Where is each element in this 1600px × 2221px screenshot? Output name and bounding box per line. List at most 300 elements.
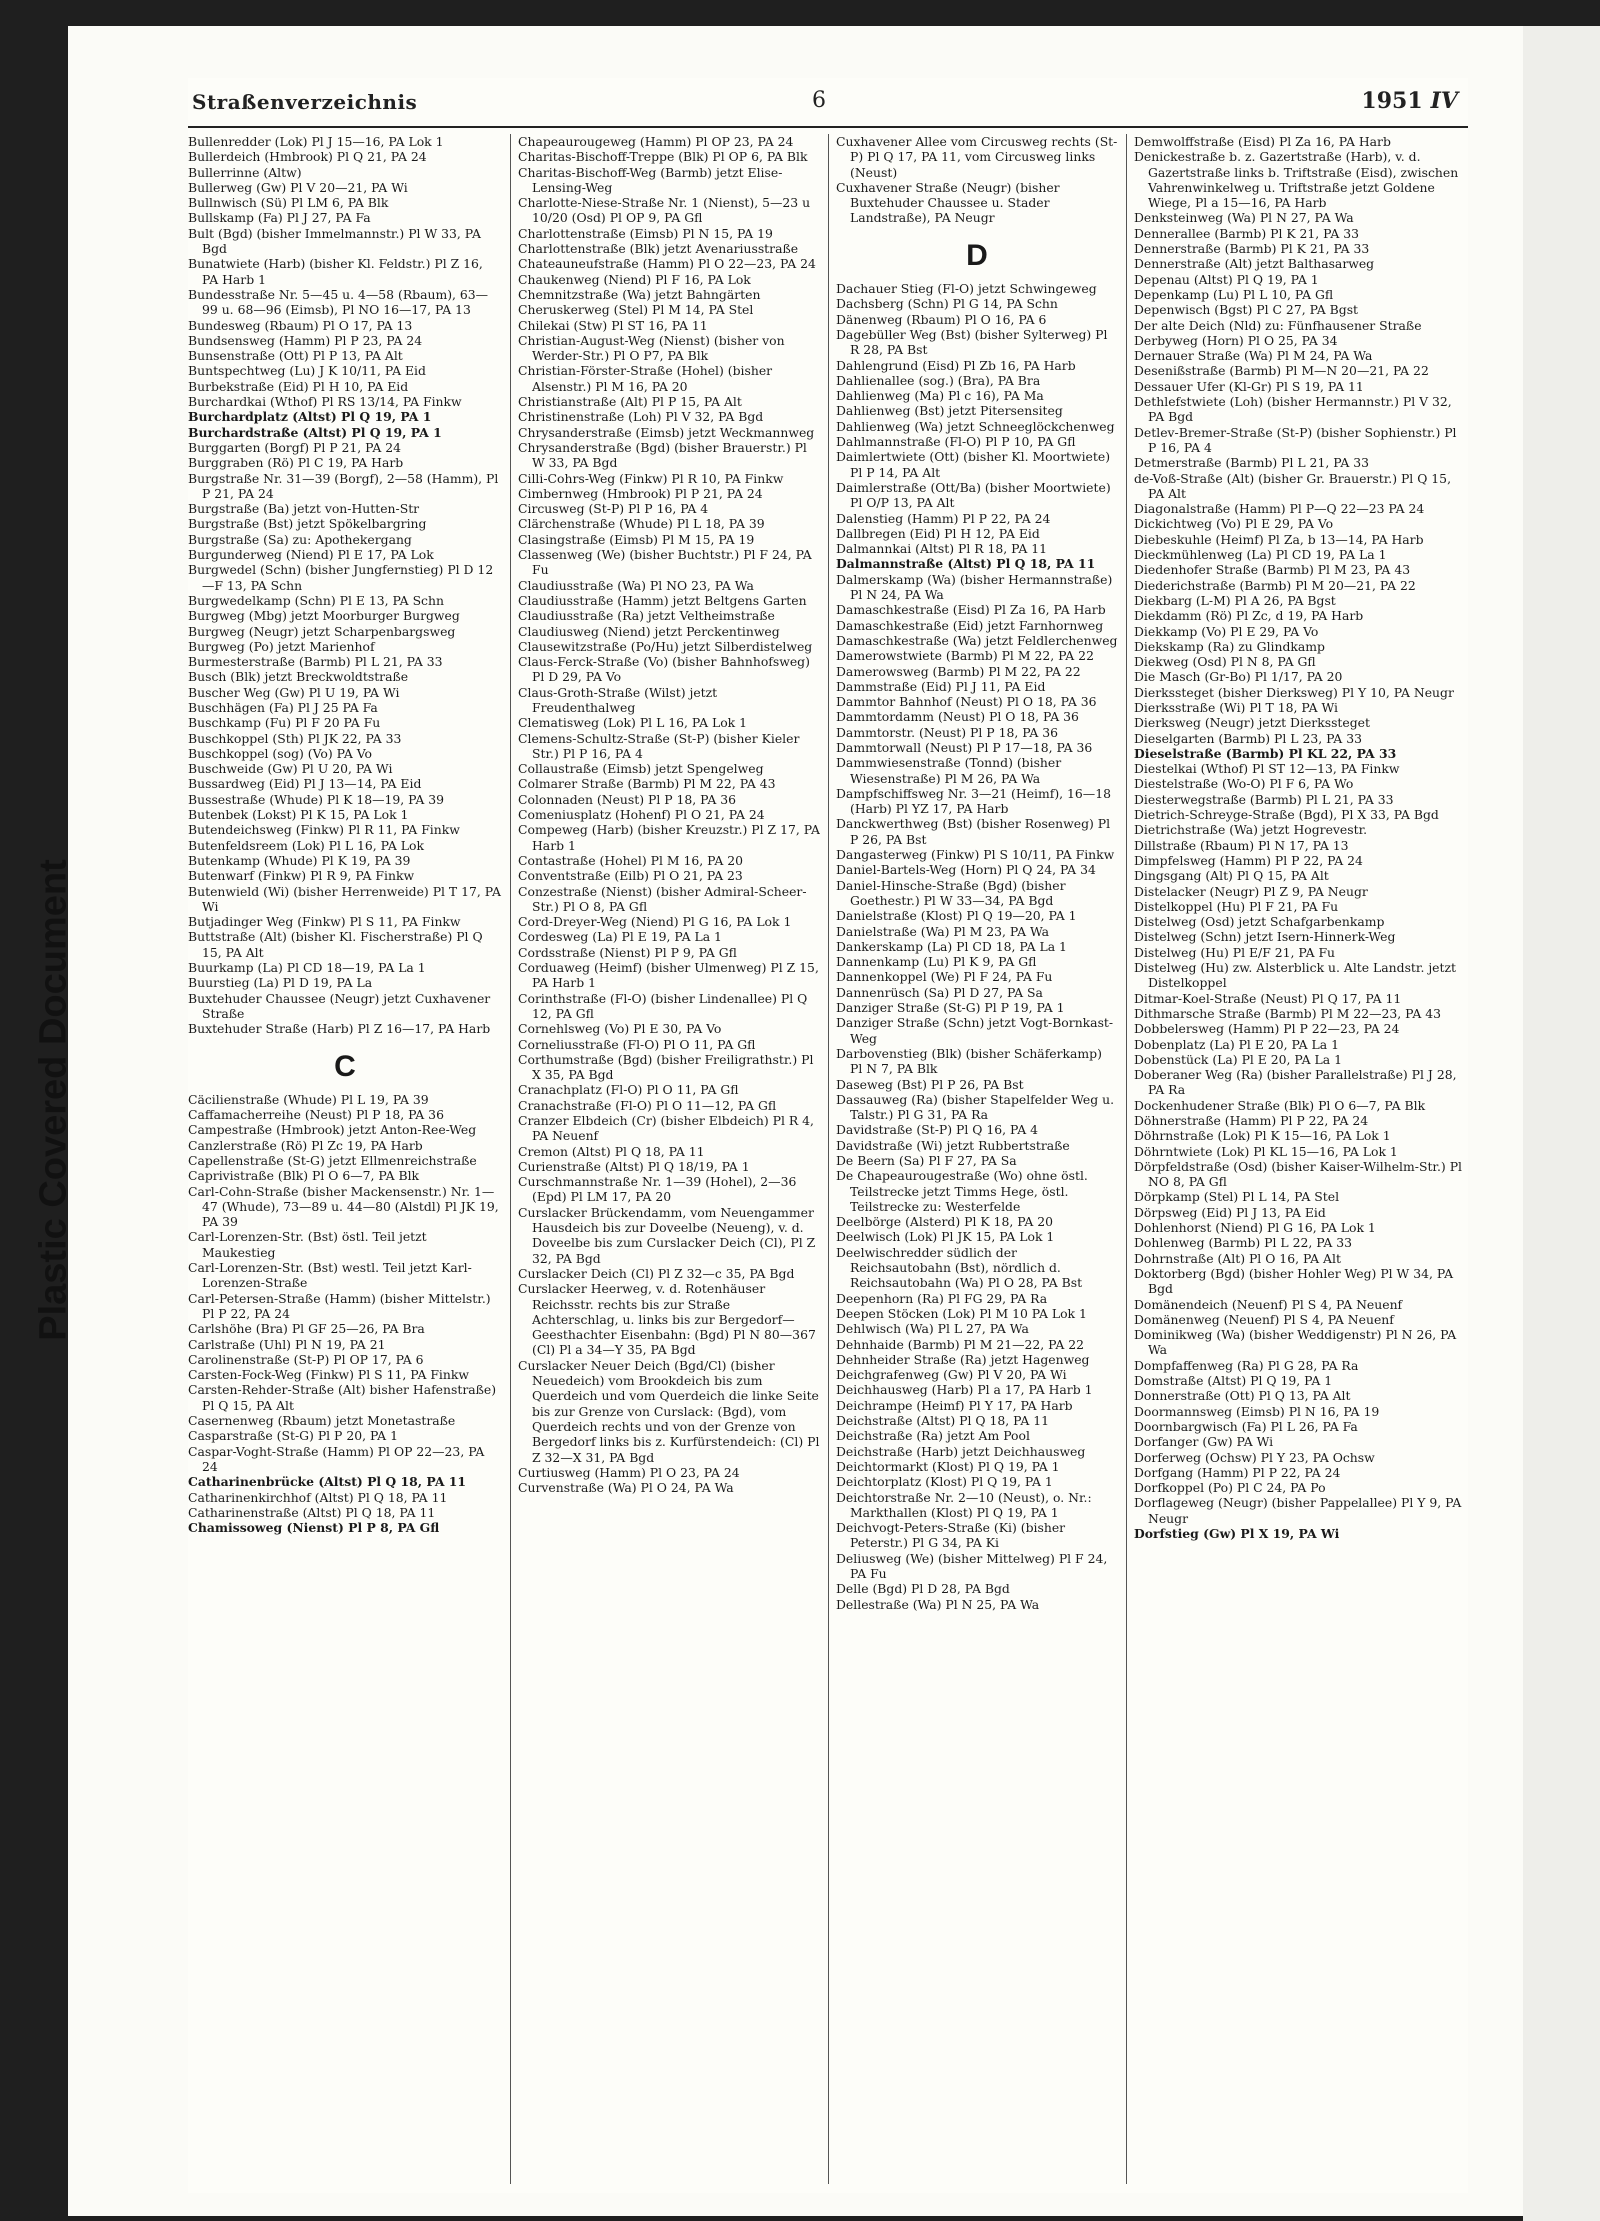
street-entry: Burgstraße Nr. 31—39 (Borgf), 2—58 (Hamm), Pl P 21, PA 24 — [188, 470, 499, 501]
street-entry: Cord-Dreyer-Weg (Niend) Pl G 16, PA Lok 1 — [518, 914, 792, 930]
street-entry: Bussardweg (Eid) Pl J 13—14, PA Eid — [188, 776, 422, 792]
street-entry: Dellestraße (Wa) Pl N 25, PA Wa — [836, 1596, 1040, 1612]
street-entry: Butenfeldsreem (Lok) Pl L 16, PA Lok — [188, 837, 424, 853]
street-entry: Casparstraße (St-G) Pl P 20, PA 1 — [188, 1428, 398, 1444]
street-entry: Cremon (Altst) Pl Q 18, PA 11 — [518, 1143, 705, 1159]
street-entry: Dingsgang (Alt) Pl Q 15, PA Alt — [1134, 868, 1329, 884]
street-entry: Dammtordamm (Neust) Pl O 18, PA 36 — [836, 709, 1079, 725]
street-entry: Distelweg (Hu) Pl E/F 21, PA Fu — [1134, 944, 1336, 960]
street-entry: Carl-Lorenzen-Str. (Bst) westl. Teil jetzt Karl-Lorenzen-Straße — [188, 1260, 472, 1291]
street-entry: Darbovenstieg (Blk) (bisher Schäferkamp) Pl N 7, PA Blk — [836, 1045, 1102, 1077]
street-entry: Ditmar-Koel-Straße (Neust) Pl Q 17, PA 11 — [1134, 990, 1402, 1006]
street-entry: Cranachplatz (Fl-O) Pl O 11, PA Gfl — [518, 1082, 739, 1098]
street-entry: Buschkamp (Fu) Pl F 20 PA Fu — [188, 715, 381, 731]
street-entry: Dehnheider Straße (Ra) jetzt Hagenweg — [836, 1351, 1090, 1367]
street-entry: Busch (Blk) jetzt Breckwoldtstraße — [188, 669, 409, 685]
street-entry: Butendeichsweg (Finkw) Pl R 11, PA Finkw — [188, 822, 460, 838]
street-entry: Butenwarf (Finkw) Pl R 9, PA Finkw — [188, 868, 415, 884]
street-entry: Diekskamp (Ra) zu Glindkamp — [1134, 638, 1325, 654]
street-entry: Diekweg (Osd) Pl N 8, PA Gfl — [1134, 654, 1316, 670]
street-entry: Campestraße (Hmbrook) jetzt Anton-Ree-Weg — [188, 1122, 477, 1138]
street-entry: Chrysanderstraße (Bgd) (bisher Brauerstr.) Pl W 33, PA Bgd — [518, 439, 807, 471]
street-entry: Dehlwisch (Wa) Pl L 27, PA Wa — [836, 1321, 1029, 1337]
street-entry: Claudiusstraße (Hamm) jetzt Beltgens Garten — [518, 592, 807, 608]
street-entry: Chapeaurougeweg (Hamm) Pl OP 23, PA 24 — [518, 134, 794, 149]
street-entry: Caprivistraße (Blk) Pl O 6—7, PA Blk — [188, 1168, 420, 1184]
street-entry: Diekdamm (Rö) Pl Zc, d 19, PA Harb — [1134, 608, 1364, 624]
street-entry: Bundesstraße Nr. 5—45 u. 4—58 (Rbaum), 63—99 u. 68—96 (Eimsb), Pl NO 16—17, PA 13 — [188, 286, 489, 318]
street-entry: Diagonalstraße (Hamm) Pl P—Q 22—23 PA 24 — [1134, 501, 1425, 517]
street-entry: Bundesweg (Rbaum) Pl O 17, PA 13 — [188, 317, 413, 333]
street-entry: Claudiusweg (Niend) jetzt Perckentinweg — [518, 623, 780, 639]
street-entry: Carolinenstraße (St-P) Pl OP 17, PA 6 — [188, 1351, 424, 1367]
street-entry: Catharinenstraße (Altst) Pl Q 18, PA 11 — [188, 1504, 436, 1520]
street-entry: Domänenweg (Neuenf) Pl S 4, PA Neuenf — [1134, 1311, 1394, 1327]
street-entry: Corduaweg (Heimf) (bisher Ulmenweg) Pl Z 15, PA Harb 1 — [518, 960, 819, 991]
street-entry: Cuxhavener Straße (Neugr) (bisher Buxtehuder Chaussee u. Stader Landstraße), PA Neugr — [836, 179, 1060, 226]
street-entry: Deepen Stöcken (Lok) Pl M 10 PA Lok 1 — [836, 1305, 1087, 1321]
street-entry: Dagebüller Weg (Bst) (bisher Sylterweg) Pl R 28, PA Bst — [836, 326, 1108, 358]
street-entry: Chamissoweg (Nienst) Pl P 8, PA Gfl — [188, 1520, 440, 1536]
adjacent-page-edge — [1523, 26, 1600, 2221]
street-entry: Dachauer Stieg (Fl-O) jetzt Schwingeweg — [836, 281, 1097, 297]
street-entry: Bundsensweg (Hamm) Pl P 23, PA 24 — [188, 332, 423, 348]
street-entry: Buschkoppel (sog) (Vo) PA Vo — [188, 745, 373, 761]
street-entry: Diekkamp (Vo) Pl E 29, PA Vo — [1134, 623, 1319, 639]
street-entry: Daimlertwiete (Ott) (bisher Kl. Moortwiete) Pl P 14, PA Alt — [836, 449, 1111, 480]
street-entry: Caspar-Voght-Straße (Hamm) Pl OP 22—23, PA 24 — [188, 1443, 485, 1474]
street-entry: Donnerstraße (Ott) Pl Q 13, PA Alt — [1134, 1388, 1351, 1404]
street-entry: Corthumstraße (Bgd) (bisher Freiligrathstr.) Pl X 35, PA Bgd — [518, 1051, 814, 1083]
street-entry: Diestelkai (Wthof) Pl ST 12—13, PA Finkw — [1134, 761, 1400, 777]
street-entry: Chemnitzstraße (Wa) jetzt Bahngärten — [518, 286, 761, 302]
street-entry: Damaschkestraße (Eisd) Pl Za 16, PA Harb — [836, 602, 1106, 618]
street-entry: Charitas-Bischoff-Weg (Barmb) jetzt Elise-Lensing-Weg — [518, 164, 783, 195]
street-entry: Butenbek (Lokst) Pl K 15, PA Lok 1 — [188, 807, 409, 823]
street-entry: Clärchenstraße (Whude) Pl L 18, PA 39 — [518, 516, 765, 532]
street-entry: Deichtormarkt (Klost) Pl Q 19, PA 1 — [836, 1458, 1060, 1474]
street-entry: Dalenstieg (Hamm) Pl P 22, PA 24 — [836, 510, 1051, 526]
street-entry: Desenißstraße (Barmb) Pl M—N 20—21, PA 22 — [1134, 363, 1429, 379]
street-entry: Burgweg (Po) jetzt Marienhof — [188, 638, 375, 654]
street-entry: Claudiusstraße (Ra) jetzt Veltheimstraße — [518, 608, 775, 624]
street-entry: Christinenstraße (Loh) Pl V 32, PA Bgd — [518, 409, 764, 425]
street-entry: Chrysanderstraße (Eimsb) jetzt Weckmannweg — [518, 424, 815, 440]
street-entry: Dannenkamp (Lu) Pl K 9, PA Gfl — [836, 954, 1037, 970]
street-entry: Dampfschiffsweg Nr. 3—21 (Heimf), 16—18 (Harb) Pl YZ 17, PA Harb — [836, 785, 1111, 817]
street-entry: Christianstraße (Alt) Pl P 15, PA Alt — [518, 394, 742, 410]
street-entry: Dohlenweg (Barmb) Pl L 22, PA 33 — [1134, 1235, 1353, 1251]
street-entry: Compeweg (Harb) (bisher Kreuzstr.) Pl Z 17, PA Harb 1 — [518, 822, 820, 853]
street-entry: Detlev-Bremer-Straße (St-P) (bisher Sophienstr.) Pl P 16, PA 4 — [1134, 424, 1457, 455]
street-entry: Dammwiesenstraße (Tonnd) (bisher Wiesenstraße) Pl M 26, PA Wa — [836, 755, 1062, 786]
street-entry: Canzlerstraße (Rö) Pl Zc 19, PA Harb — [188, 1137, 423, 1153]
street-entry: Clausewitzstraße (Po/Hu) jetzt Silberdistelweg — [518, 638, 813, 654]
street-entry: Christian-Förster-Straße (Hohel) (bisher Alsenstr.) Pl M 16, PA 20 — [518, 363, 773, 394]
street-entry: Dockenhudener Straße (Blk) Pl O 6—7, PA Blk — [1134, 1097, 1426, 1113]
street-entry: Butenwield (Wi) (bisher Herrenweide) Pl T 17, PA Wi — [188, 883, 501, 914]
street-entry: Dahlienweg (Bst) jetzt Pitersensiteg — [836, 403, 1063, 419]
street-entry: Dörpfeldstraße (Osd) (bisher Kaiser-Wilhelm-Str.) Pl NO 8, PA Gfl — [1134, 1158, 1462, 1190]
street-entry: Circusweg (St-P) Pl P 16, PA 4 — [518, 501, 709, 517]
street-entry: Charitas-Bischoff-Treppe (Blk) Pl OP 6, PA Blk — [518, 149, 808, 165]
street-entry: Damerowsweg (Barmb) Pl M 22, PA 22 — [836, 663, 1081, 679]
street-entry: Burchardstraße (Altst) Pl Q 19, PA 1 — [188, 424, 442, 440]
street-entry: Burgstraße (Ba) jetzt von-Hutten-Str — [188, 501, 420, 517]
street-entry: Distelweg (Hu) zw. Alsterblick u. Alte Landstr. jetzt Distelkoppel — [1134, 960, 1457, 991]
street-entry: Catharinenbrücke (Altst) Pl Q 18, PA 11 — [188, 1474, 466, 1490]
street-entry: Buxtehuder Chaussee (Neugr) jetzt Cuxhavener Straße — [188, 990, 491, 1021]
street-entry: Domstraße (Altst) Pl Q 19, PA 1 — [1134, 1373, 1333, 1389]
street-entry: Dillstraße (Rbaum) Pl N 17, PA 13 — [1134, 837, 1349, 853]
street-entry: Dammstraße (Eid) Pl J 11, PA Eid — [836, 678, 1046, 694]
street-entry: Dernauer Straße (Wa) Pl M 24, PA Wa — [1134, 348, 1373, 364]
street-entry: Deelbörge (Alsterd) Pl K 18, PA 20 — [836, 1214, 1054, 1230]
street-entry: Carsten-Fock-Weg (Finkw) Pl S 11, PA Finkw — [188, 1367, 469, 1383]
street-entry: Chilekai (Stw) Pl ST 16, PA 11 — [518, 317, 708, 333]
street-entry: Deichtorplatz (Klost) Pl Q 19, PA 1 — [836, 1474, 1053, 1490]
street-entry: Daniel-Hinsche-Straße (Bgd) (bisher Goethestr.) Pl W 33—34, PA Bgd — [836, 877, 1066, 908]
street-entry: Christian-August-Weg (Nienst) (bisher von Werder-Str.) Pl O P7, PA Blk — [518, 332, 785, 364]
street-entry: Delle (Bgd) Pl D 28, PA Bgd — [836, 1581, 1010, 1597]
street-entry: Dorfanger (Gw) PA Wi — [1134, 1434, 1274, 1450]
street-entry: Corinthstraße (Fl-O) (bisher Lindenallee) Pl Q 12, PA Gfl — [518, 990, 808, 1021]
street-entry: Dennerstraße (Barmb) Pl K 21, PA 33 — [1134, 241, 1370, 257]
street-entry: Dammtorstr. (Neust) Pl P 18, PA 36 — [836, 724, 1059, 740]
street-entry: Cranachstraße (Fl-O) Pl O 11—12, PA Gfl — [518, 1097, 777, 1113]
street-entry: De Beern (Sa) Pl F 27, PA Sa — [836, 1153, 1017, 1168]
street-entry: Buntspechtweg (Lu) J K 10/11, PA Eid — [188, 363, 426, 379]
street-entry: Cordesweg (La) Pl E 19, PA La 1 — [518, 929, 722, 945]
street-entry: Dänenweg (Rbaum) Pl O 16, PA 6 — [836, 311, 1047, 327]
street-entry: Dahlmannstraße (Fl-O) Pl P 10, PA Gfl — [836, 434, 1076, 450]
street-entry: Dorflageweg (Neugr) (bisher Pappelallee) Pl Y 9, PA Neugr — [1134, 1495, 1462, 1526]
street-entry: Burmesterstraße (Barmb) Pl L 21, PA 33 — [188, 654, 443, 670]
street-entry: Doornbargwisch (Fa) Pl L 26, PA Fa — [1134, 1418, 1358, 1434]
street-entry: Claudiusstraße (Wa) Pl NO 23, PA Wa — [518, 577, 754, 593]
street-entry: Casernenweg (Rbaum) jetzt Monetastraße — [188, 1413, 456, 1429]
street-entry: Döhnerstraße (Hamm) Pl P 22, PA 24 — [1134, 1113, 1369, 1128]
street-entry: Curschmannstraße Nr. 1—39 (Hohel), 2—36 (Epd) Pl LM 17, PA 20 — [518, 1174, 797, 1205]
street-entry: Dohrnstraße (Alt) Pl O 16, PA Alt — [1134, 1250, 1341, 1266]
street-entry: Damerowstwiete (Barmb) Pl M 22, PA 22 — [836, 648, 1094, 664]
street-entry: Dethlefstwiete (Loh) (bisher Hermannstr.) Pl V 32, PA Bgd — [1134, 394, 1452, 425]
street-entry: Dieselstraße (Barmb) Pl KL 22, PA 33 — [1134, 745, 1397, 761]
street-entry: Capellenstraße (St-G) jetzt Ellmenreichstraße — [188, 1153, 477, 1168]
street-entry: Buttstraße (Alt) (bisher Kl. Fischerstraße) Pl Q 15, PA Alt — [188, 929, 483, 960]
street-entry: Dörpsweg (Eid) Pl J 13, PA Eid — [1134, 1204, 1326, 1220]
street-entry: Doberaner Weg (Ra) (bisher Parallelstraße) Pl J 28, PA Ra — [1134, 1067, 1457, 1098]
street-entry: Dallbregen (Eid) Pl H 12, PA Eid — [836, 525, 1040, 541]
street-entry: Dorfgang (Hamm) Pl P 22, PA 24 — [1134, 1464, 1341, 1480]
street-entry: Daimlerstraße (Ott/Ba) (bisher Moortwiete) Pl O/P 13, PA Alt — [836, 479, 1111, 511]
street-entry: Danielstraße (Klost) Pl Q 19—20, PA 1 — [836, 908, 1077, 924]
street-entry: Bullnwisch (Sü) Pl LM 6, PA Blk — [188, 195, 389, 211]
street-entry: Die Masch (Gr-Bo) Pl 1/17, PA 20 — [1134, 669, 1343, 685]
column-4 — [1134, 134, 1464, 2184]
street-entry: Curienstraße (Altst) Pl Q 18/19, PA 1 — [518, 1158, 750, 1174]
street-entry: Conzestraße (Nienst) (bisher Admiral-Scheer-Str.) Pl O 8, PA Gfl — [518, 883, 807, 914]
street-entry: Colonnaden (Neust) Pl P 18, PA 36 — [518, 791, 737, 807]
street-entry: Classenweg (We) (bisher Buchtstr.) Pl F 24, PA Fu — [518, 547, 812, 578]
street-entry: Dierksstraße (Wi) Pl T 18, PA Wi — [1134, 699, 1338, 715]
street-entry: Dahlienweg (Ma) Pl c 16), PA Ma — [836, 388, 1044, 404]
street-entry: Distelacker (Neugr) Pl Z 9, PA Neugr — [1134, 883, 1368, 899]
street-entry: Dankerskamp (La) Pl CD 18, PA La 1 — [836, 938, 1067, 954]
street-entry: Daseweg (Bst) Pl P 26, PA Bst — [836, 1076, 1024, 1092]
street-entry: Curslacker Brückendamm, vom Neuengammer Hausdeich bis zur Doveelbe (Neueng), v. d. Doveelbe bis zum Curslacker Deich (Cl), Pl Z 32, PA Bgd — [518, 1204, 816, 1266]
street-entry: Bunsenstraße (Ott) Pl P 13, PA Alt — [188, 348, 403, 364]
street-entry: Cranzer Elbdeich (Cr) (bisher Elbdeich) Pl R 4, PA Neuenf — [518, 1113, 814, 1144]
street-entry: Deliusweg (We) (bisher Mittelweg) Pl F 24, PA Fu — [836, 1550, 1108, 1582]
street-entry: Domänendeich (Neuenf) Pl S 4, PA Neuenf — [1134, 1296, 1403, 1312]
street-entry: Carlstraße (Uhl) Pl N 19, PA 21 — [188, 1336, 386, 1352]
street-entry: Curslacker Neuer Deich (Bgd/Cl) (bisher Neuedeich) vom Brookdeich bis zum Querdeich und vom Querdeich die linke Seite bis zur Grenze von Curslack: (Bgd), vom Querdeich rechts und von der Grenze von Bergedorf links bis z. Kurfürstendeich: (Cl) Pl Z 32—X 31, PA Bgd — [518, 1357, 820, 1465]
street-entry: Doktorberg (Bgd) (bisher Hohler Weg) Pl W 34, PA Bgd — [1134, 1265, 1454, 1297]
street-entry: Caffamacherreihe (Neust) Pl P 18, PA 36 — [188, 1107, 444, 1123]
street-entry: Depenau (Altst) Pl Q 19, PA 1 — [1134, 271, 1319, 287]
street-entry: Conventstraße (Eilb) Pl O 21, PA 23 — [518, 868, 743, 884]
street-entry: Dietrich-Schreyge-Straße (Bgd), Pl X 33, PA Bgd — [1134, 807, 1439, 823]
street-entry: Butenkamp (Whude) Pl K 19, PA 39 — [188, 852, 411, 868]
street-entry: Damaschkestraße (Wa) jetzt Feldlerchenweg — [836, 632, 1118, 648]
street-entry: Danziger Straße (St-G) Pl P 19, PA 1 — [836, 1000, 1065, 1016]
street-entry: Distelweg (Osd) jetzt Schafgarbenkamp — [1134, 914, 1385, 930]
street-entry: Detmerstraße (Barmb) Pl L 21, PA 33 — [1134, 455, 1370, 471]
column-2 — [518, 134, 820, 2184]
section-letter: D — [966, 238, 988, 272]
street-entry: Dangasterweg (Finkw) Pl S 10/11, PA Finkw — [836, 847, 1115, 863]
street-entry: Deichtorstraße Nr. 2—10 (Neust), o. Nr.: Markthallen (Klost) Pl Q 19, PA 1 — [836, 1489, 1092, 1520]
street-entry: Curslacker Heerweg, v. d. Rotenhäuser Reichsstr. rechts bis zur Straße Achterschlag, u. links bis zur Bergedorf—Geesthachter Eisenbahn: (Bgd) Pl N 80—367 (Cl) Pl a 34—Y 35, PA Bgd — [518, 1281, 816, 1358]
directory-page — [188, 78, 1468, 2193]
street-entry: Carl-Petersen-Straße (Hamm) (bisher Mittelstr.) Pl P 22, PA 24 — [188, 1290, 491, 1321]
street-entry: Bullerdeich (Hmbrook) Pl Q 21, PA 24 — [188, 149, 427, 165]
street-entry: Claus-Groth-Straße (Wilst) jetzt Freudenthalweg — [518, 684, 718, 715]
street-entry: Dahlienallee (sog.) (Bra), PA Bra — [836, 372, 1041, 388]
street-entry: Buxtehuder Straße (Harb) Pl Z 16—17, PA Harb — [188, 1021, 491, 1037]
street-entry: Döhrntwiete (Lok) Pl KL 15—16, PA Lok 1 — [1134, 1143, 1398, 1159]
street-entry: Bullskamp (Fa) Pl J 27, PA Fa — [188, 210, 371, 226]
street-entry: Buurstieg (La) Pl D 19, PA La — [188, 975, 373, 991]
street-entry: Charlottenstraße (Eimsb) Pl N 15, PA 19 — [518, 225, 773, 241]
street-entry: Distelweg (Schn) jetzt Isern-Hinnerk-Weg — [1134, 929, 1396, 945]
section-letter: C — [334, 1049, 356, 1083]
street-entry: Depenwisch (Bgst) Pl C 27, PA Bgst — [1134, 302, 1359, 318]
street-entry: Davidstraße (St-P) Pl Q 16, PA 4 — [836, 1122, 1038, 1138]
street-entry: Danckwerthweg (Bst) (bisher Rosenweg) Pl P 26, PA Bst — [836, 816, 1111, 847]
street-entry: Dorfstieg (Gw) Pl X 19, PA Wi — [1134, 1526, 1340, 1542]
street-entry: Deichstraße (Harb) jetzt Deichhausweg — [836, 1443, 1086, 1459]
street-entry: Dominikweg (Wa) (bisher Weddigenstr) Pl N 26, PA Wa — [1134, 1327, 1457, 1358]
street-entry: Dorferweg (Ochsw) Pl Y 23, PA Ochsw — [1134, 1449, 1375, 1465]
street-entry: Denickestraße b. z. Gazertstraße (Harb), v. d. Gazertstraße links b. Triftstraße (Eisd), zwischen Vahrenwinkelweg u. Triftstraße jetzt Goldene Wiege, Pl a 15—16, PA Harb — [1134, 149, 1459, 211]
page-header — [188, 78, 1468, 128]
street-entry: Deichvogt-Peters-Straße (Ki) (bisher Peterstr.) Pl G 34, PA Ki — [836, 1520, 1066, 1551]
street-entry: Deichstraße (Ra) jetzt Am Pool — [836, 1428, 1030, 1444]
street-entry: Dassauweg (Ra) (bisher Stapelfelder Weg u. Talstr.) Pl G 31, PA Ra — [836, 1091, 1115, 1123]
street-entry: Dobenstück (La) Pl E 20, PA La 1 — [1134, 1051, 1342, 1067]
street-entry: Burchardplatz (Altst) Pl Q 19, PA 1 — [188, 409, 432, 425]
street-entry: Cordsstraße (Nienst) Pl P 9, PA Gfl — [518, 944, 737, 960]
street-entry: Dannenrüsch (Sa) Pl D 27, PA Sa — [836, 984, 1043, 1000]
street-entry: Dalmerskamp (Wa) (bisher Hermannstraße) Pl N 24, PA Wa — [836, 571, 1113, 603]
street-entry: Diesterwegstraße (Barmb) Pl L 21, PA 33 — [1134, 791, 1394, 807]
street-entry: Carl-Cohn-Straße (bisher Mackensenstr.) Nr. 1—47 (Whude), 73—89 u. 44—80 (Alstdl) Pl JK 19, PA 39 — [188, 1183, 499, 1230]
street-entry: De Chapeaurougestraße (Wo) ohne östl. Teilstrecke jetzt Timms Hege, östl. Teilstrecke zu: Westerfelde — [836, 1168, 1088, 1214]
street-entry: Dieselgarten (Barmb) Pl L 23, PA 33 — [1134, 730, 1362, 746]
header-page-number: 6 — [812, 88, 826, 113]
street-entry: Dimpfelsweg (Hamm) Pl P 22, PA 24 — [1134, 852, 1363, 868]
street-entry: Dieckmühlenweg (La) Pl CD 19, PA La 1 — [1134, 547, 1387, 563]
street-entry: Dehnhaide (Barmb) Pl M 21—22, PA 22 — [836, 1336, 1084, 1352]
street-entry: Bult (Bgd) (bisher Immelmannstr.) Pl W 33, PA Bgd — [188, 225, 481, 257]
street-entry: Danziger Straße (Schn) jetzt Vogt-Bornkast-Weg — [836, 1015, 1114, 1046]
street-entry: Dalmannstraße (Altst) Pl Q 18, PA 11 — [836, 556, 1096, 572]
street-entry: Carl-Lorenzen-Str. (Bst) östl. Teil jetzt Maukestieg — [188, 1229, 427, 1260]
street-entry: Deepenhorn (Ra) Pl FG 29, PA Ra — [836, 1290, 1048, 1306]
street-entry: Dannenkoppel (We) Pl F 24, PA Fu — [836, 969, 1053, 985]
street-entry: Deelwischredder südlich der Reichsautobahn (Bst), nördlich d. Reichsautobahn (Wa) Pl O 28, PA Bst — [836, 1244, 1083, 1291]
street-entry: Burgweg (Mbg) jetzt Moorburger Burgweg — [188, 608, 460, 624]
street-entry: Chaukenweg (Niend) Pl F 16, PA Lok — [518, 271, 751, 287]
street-entry: Burgwedel (Schn) (bisher Jungfernstieg) Pl D 12—F 13, PA Schn — [188, 562, 494, 593]
plastic-covered-label: Plastic Covered Document — [32, 859, 75, 1341]
street-entry: Curslacker Deich (Cl) Pl Z 32—c 35, PA Bgd — [518, 1265, 795, 1281]
header-volume-mark: IV — [1430, 88, 1458, 114]
street-entry: Diekbarg (L-M) Pl A 26, PA Bgst — [1134, 592, 1336, 608]
street-entry: Carsten-Rehder-Straße (Alt) bisher Hafenstraße) Pl Q 15, PA Alt — [188, 1382, 497, 1413]
street-entry: Daniel-Bartels-Weg (Horn) Pl Q 24, PA 34 — [836, 862, 1096, 878]
street-entry: Dierksweg (Neugr) jetzt Dierkssteget — [1134, 715, 1370, 731]
street-entry: Corneliusstraße (Fl-O) Pl O 11, PA Gfl — [518, 1036, 756, 1052]
header-year-text: 1951 — [1361, 88, 1423, 114]
street-entry: Dickichtweg (Vo) Pl E 29, PA Vo — [1134, 516, 1334, 532]
street-entry: Der alte Deich (Nld) zu: Fünfhausener Straße — [1134, 317, 1422, 333]
street-entry: Burchardkai (Wthof) Pl RS 13/14, PA Finkw — [188, 394, 462, 410]
street-entry: Danielstraße (Wa) Pl M 23, PA Wa — [836, 923, 1050, 939]
street-entry: Cheruskerweg (Stel) Pl M 14, PA Stel — [518, 302, 754, 318]
street-entry: Distelkoppel (Hu) Pl F 21, PA Fu — [1134, 898, 1339, 914]
street-entry: Dobenplatz (La) Pl E 20, PA La 1 — [1134, 1036, 1339, 1052]
street-entry: Contastraße (Hohel) Pl M 16, PA 20 — [518, 852, 743, 868]
street-entry: Cäcilienstraße (Whude) Pl L 19, PA 39 — [188, 1091, 429, 1107]
street-entry: Burgstraße (Bst) jetzt Spökelbargring — [188, 516, 427, 532]
street-entry: Dörpkamp (Stel) Pl L 14, PA Stel — [1134, 1189, 1340, 1205]
street-entry: Burbekstraße (Eid) Pl H 10, PA Eid — [188, 378, 409, 394]
street-entry: Dohlenhorst (Niend) Pl G 16, PA Lok 1 — [1134, 1220, 1376, 1236]
street-entry: Burggraben (Rö) Pl C 19, PA Harb — [188, 455, 404, 471]
street-entry: Clasingstraße (Eimsb) Pl M 15, PA 19 — [518, 531, 755, 547]
street-entry: Diedenhofer Straße (Barmb) Pl M 23, PA 43 — [1134, 562, 1411, 578]
street-entry: Deichstraße (Altst) Pl Q 18, PA 11 — [836, 1413, 1050, 1429]
street-entry: Deichgrafenweg (Gw) Pl V 20, PA Wi — [836, 1367, 1067, 1383]
street-entry: Clemens-Schultz-Straße (St-P) (bisher Kieler Str.) Pl P 16, PA 4 — [518, 730, 800, 761]
street-entry: Dietrichstraße (Wa) jetzt Hogrevestr. — [1134, 822, 1368, 838]
street-entry: Damaschkestraße (Eid) jetzt Farnhornweg — [836, 617, 1104, 633]
street-entry: Clematisweg (Lok) Pl L 16, PA Lok 1 — [518, 715, 747, 731]
street-entry: Burgstraße (Sa) zu: Apothekergang — [188, 531, 412, 547]
street-entry: Charlottenstraße (Blk) jetzt Avenariusstraße — [518, 241, 799, 257]
street-entry: Dennerstraße (Alt) jetzt Balthasarweg — [1134, 256, 1375, 272]
street-entry: Depenkamp (Lu) Pl L 10, PA Gfl — [1134, 286, 1334, 302]
street-entry: Dithmarsche Straße (Barmb) Pl M 22—23, PA 43 — [1134, 1005, 1442, 1021]
street-entry: Cuxhavener Allee vom Circusweg rechts (St-P) Pl Q 17, PA 11, vom Circusweg links (Neust) — [836, 134, 1118, 180]
street-entry: Curtiusweg (Hamm) Pl O 23, PA 24 — [518, 1464, 740, 1480]
street-entry: Butjadinger Weg (Finkw) Pl S 11, PA Finkw — [188, 914, 461, 930]
street-entry: Bunatwiete (Harb) (bisher Kl. Feldstr.) Pl Z 16, PA Harb 1 — [188, 256, 483, 287]
street-entry: Diederichstraße (Barmb) Pl M 20—21, PA 22 — [1134, 577, 1416, 593]
header-year — [1361, 88, 1458, 114]
street-columns — [188, 134, 1468, 2184]
street-entry: Curvenstraße (Wa) Pl O 24, PA Wa — [518, 1480, 734, 1496]
street-entry: Dobbelersweg (Hamm) Pl P 22—23, PA 24 — [1134, 1021, 1400, 1037]
street-entry: Catharinenkirchhof (Altst) Pl Q 18, PA 11 — [188, 1489, 448, 1505]
street-entry: Cimbernweg (Hmbrook) Pl P 21, PA 24 — [518, 485, 763, 501]
street-entry: Buschkoppel (Sth) Pl JK 22, PA 33 — [188, 730, 402, 746]
street-entry: Denksteinweg (Wa) Pl N 27, PA Wa — [1134, 210, 1354, 226]
street-entry: Buschweide (Gw) Pl U 20, PA Wi — [188, 761, 393, 777]
street-entry: Bussestraße (Whude) Pl K 18—19, PA 39 — [188, 791, 444, 807]
street-entry: Burgweg (Neugr) jetzt Scharpenbargsweg — [188, 623, 456, 639]
street-entry: Dompfaffenweg (Ra) Pl G 28, PA Ra — [1134, 1357, 1359, 1373]
street-entry: Buschhägen (Fa) Pl J 25 PA Fa — [188, 699, 378, 715]
street-entry: Diestelstraße (Wo-O) Pl F 6, PA Wo — [1134, 776, 1354, 792]
street-entry: Claus-Ferck-Straße (Vo) (bisher Bahnhofsweg) Pl D 29, PA Vo — [518, 654, 810, 685]
street-entry: Derbyweg (Horn) Pl O 25, PA 34 — [1134, 332, 1338, 348]
street-entry: Dalmannkai (Altst) Pl R 18, PA 11 — [836, 541, 1048, 557]
street-entry: Döhrnstraße (Lok) Pl K 15—16, PA Lok 1 — [1134, 1128, 1391, 1144]
street-entry: Bullerrinne (Altw) — [188, 164, 302, 180]
street-entry: Cilli-Cohrs-Weg (Finkw) Pl R 10, PA Finkw — [518, 470, 784, 486]
street-entry: Dammtorwall (Neust) Pl P 17—18, PA 36 — [836, 739, 1093, 755]
street-entry: Dierkssteget (bisher Dierksweg) Pl Y 10, PA Neugr — [1134, 684, 1454, 700]
street-entry: Doormannsweg (Eimsb) Pl N 16, PA 19 — [1134, 1403, 1380, 1419]
street-entry: Deichrampe (Heimf) Pl Y 17, PA Harb — [836, 1397, 1073, 1413]
street-entry: de-Voß-Straße (Alt) (bisher Gr. Brauerstr.) Pl Q 15, PA Alt — [1134, 470, 1452, 501]
street-entry: Chateauneufstraße (Hamm) Pl O 22—23, PA 24 — [518, 256, 816, 272]
street-entry: Deichhausweg (Harb) Pl a 17, PA Harb 1 — [836, 1382, 1093, 1398]
street-entry: Colmarer Straße (Barmb) Pl M 22, PA 43 — [518, 776, 776, 792]
street-entry: Bullenredder (Lok) Pl J 15—16, PA Lok 1 — [188, 134, 444, 149]
street-entry: Deelwisch (Lok) Pl JK 15, PA Lok 1 — [836, 1229, 1055, 1245]
street-entry: Dammtor Bahnhof (Neust) Pl O 18, PA 36 — [836, 694, 1097, 710]
street-entry: Bullerweg (Gw) Pl V 20—21, PA Wi — [188, 179, 408, 195]
street-entry: Davidstraße (Wi) jetzt Rubbertstraße — [836, 1137, 1070, 1153]
street-entry: Charlotte-Niese-Straße Nr. 1 (Nienst), 5—23 u 10/20 (Osd) Pl OP 9, PA Gfl — [518, 195, 811, 226]
street-entry: Dessauer Ufer (Kl-Gr) Pl S 19, PA 11 — [1134, 378, 1364, 394]
street-entry: Dahlengrund (Eisd) Pl Zb 16, PA Harb — [836, 357, 1076, 373]
street-entry: Demwolffstraße (Eisd) Pl Za 16, PA Harb — [1134, 134, 1391, 149]
street-entry: Buurkamp (La) Pl CD 18—19, PA La 1 — [188, 960, 426, 976]
street-entry: Diebeskuhle (Heimf) Pl Za, b 13—14, PA Harb — [1134, 531, 1424, 547]
street-entry: Dorfkoppel (Po) Pl C 24, PA Po — [1134, 1480, 1326, 1496]
street-entry: Burgunderweg (Niend) Pl E 17, PA Lok — [188, 547, 434, 563]
street-entry: Cornehlsweg (Vo) Pl E 30, PA Vo — [518, 1021, 722, 1037]
header-title: Straßenverzeichnis — [192, 90, 418, 114]
street-entry: Burgwedelkamp (Schn) Pl E 13, PA Schn — [188, 592, 444, 608]
column-3 — [836, 134, 1118, 2184]
street-entry: Burggarten (Borgf) Pl P 21, PA 24 — [188, 439, 402, 455]
street-entry: Dahlienweg (Wa) jetzt Schneeglöckchenweg — [836, 418, 1115, 434]
street-entry: Dachsberg (Schn) Pl G 14, PA Schn — [836, 296, 1058, 312]
street-entry: Buscher Weg (Gw) Pl U 19, PA Wi — [188, 684, 400, 700]
street-entry: Comeniusplatz (Hohenf) Pl O 21, PA 24 — [518, 807, 765, 823]
column-1 — [188, 134, 502, 2184]
street-entry: Carlshöhe (Bra) Pl GF 25—26, PA Bra — [188, 1321, 425, 1337]
street-entry: Dennerallee (Barmb) Pl K 21, PA 33 — [1134, 225, 1360, 241]
street-entry: Collaustraße (Eimsb) jetzt Spengelweg — [518, 761, 764, 777]
